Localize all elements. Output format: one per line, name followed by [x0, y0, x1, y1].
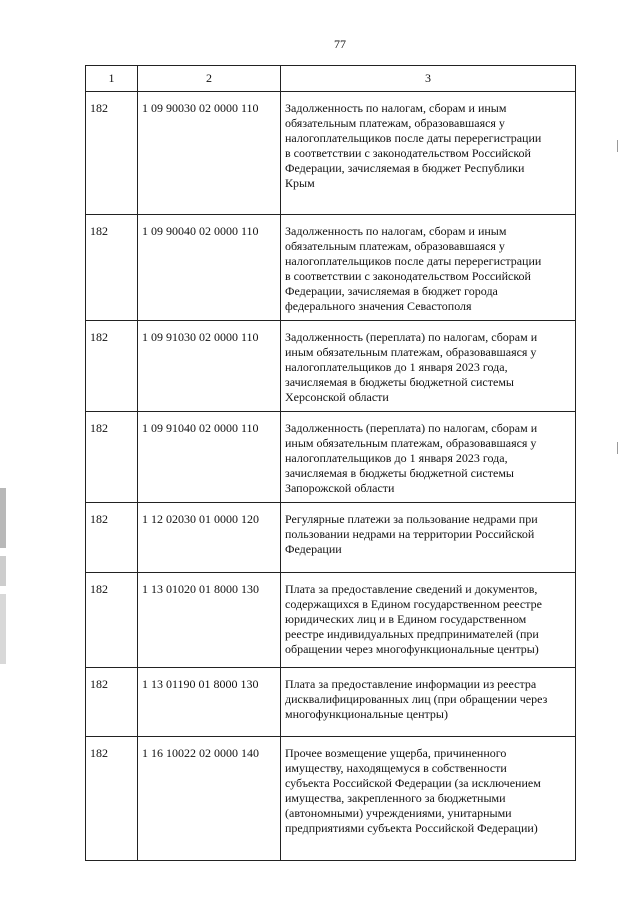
table-body: [86, 92, 576, 861]
income-description-cell: [281, 668, 576, 737]
description-line: Задолженность (переплата) по налогам, сборам и: [285, 421, 538, 435]
description-line: налогоплательщиков после даты перерегистрации: [285, 254, 542, 268]
description-line: реестре индивидуальных предпринимателей (при: [285, 627, 539, 641]
description-line: в соответствии с законодательством Российской: [285, 146, 531, 160]
description-line: дисквалифицированных лиц (при обращении через: [285, 692, 548, 706]
budget-code-cell: 1 09 90030 02 0000 110: [138, 92, 281, 215]
column-header-3: 3: [281, 66, 576, 92]
description-line: пользовании недрами на территории Российской: [285, 527, 535, 541]
description-line: содержащихся в Едином государственном реестре: [285, 597, 542, 611]
description-line: имущества, закрепленного за бюджетными: [285, 791, 506, 805]
description-line: в соответствии с законодательством Российской: [285, 269, 531, 283]
description-line: субъекта Российской Федерации (за исключением: [285, 776, 541, 790]
table-row: [86, 573, 576, 668]
description-line: налогоплательщиков до 1 января 2023 года,: [285, 360, 508, 374]
description-line: налогоплательщиков после даты перерегистрации: [285, 131, 542, 145]
description-line: Прочее возмещение ущерба, причиненного: [285, 746, 507, 760]
description-line: юридических лиц и в Едином государственном: [285, 612, 527, 626]
description-line: Задолженность (переплата) по налогам, сборам и: [285, 330, 538, 344]
budget-code-cell: 1 09 91030 02 0000 110: [138, 321, 281, 412]
table-row: [86, 412, 576, 503]
description-line: Задолженность по налогам, сборам и иным: [285, 101, 507, 115]
description-line: имуществу, находящемуся в собственности: [285, 761, 507, 775]
budget-code-cell: 1 13 01020 01 8000 130: [138, 573, 281, 668]
description-line: федерального значения Севастополя: [285, 299, 472, 313]
description-line: Крым: [285, 176, 315, 190]
admin-code-cell: 182: [86, 573, 138, 668]
description-line: Запорожской области: [285, 481, 395, 495]
description-line: обязательным платежам, образовавшаяся у: [285, 239, 505, 253]
admin-code-cell: 182: [86, 92, 138, 215]
description-line: зачисляемая в бюджеты бюджетной системы: [285, 375, 514, 389]
scan-edge-mark: [0, 488, 6, 548]
description-line: Регулярные платежи за пользование недрами при: [285, 512, 538, 526]
budget-code-cell: 1 16 10022 02 0000 140: [138, 737, 281, 861]
admin-code-cell: 182: [86, 503, 138, 573]
table-row: [86, 503, 576, 573]
description-line: Херсонской области: [285, 390, 389, 404]
budget-code-cell: 1 12 02030 01 0000 120: [138, 503, 281, 573]
scan-tick-mark: [617, 442, 618, 454]
description-line: обращении через многофункциональные центры): [285, 642, 539, 656]
column-header-2: 2: [138, 66, 281, 92]
table-row: [86, 92, 576, 215]
description-line: иным обязательным платежам, образовавшаяся у: [285, 436, 537, 450]
table-header-row: [86, 66, 576, 92]
income-description-cell: [281, 737, 576, 861]
income-description-cell: [281, 92, 576, 215]
description-line: Федерации, зачисляемая в бюджет города: [285, 284, 498, 298]
table-row: [86, 737, 576, 861]
budget-code-cell: 1 09 90040 02 0000 110: [138, 215, 281, 321]
description-line: Федерации, зачисляемая в бюджет Республики: [285, 161, 525, 175]
budget-code-cell: 1 09 91040 02 0000 110: [138, 412, 281, 503]
admin-code-cell: 182: [86, 321, 138, 412]
description-line: Федерации: [285, 542, 342, 556]
income-description-cell: [281, 412, 576, 503]
description-line: Задолженность по налогам, сборам и иным: [285, 224, 507, 238]
description-line: обязательным платежам, образовавшаяся у: [285, 116, 505, 130]
description-line: предприятиями субъекта Российской Федерации): [285, 821, 538, 835]
description-line: Плата за предоставление сведений и документов,: [285, 582, 538, 596]
admin-code-cell: 182: [86, 412, 138, 503]
description-line: Плата за предоставление информации из реестра: [285, 677, 537, 691]
table-row: [86, 321, 576, 412]
income-description-cell: [281, 573, 576, 668]
budget-code-cell: 1 13 01190 01 8000 130: [138, 668, 281, 737]
income-description-cell: [281, 215, 576, 321]
admin-code-cell: 182: [86, 737, 138, 861]
table-row: [86, 668, 576, 737]
description-line: (автономными) учреждениями, унитарными: [285, 806, 512, 820]
description-line: иным обязательным платежам, образовавшаяся у: [285, 345, 537, 359]
scan-edge-mark: [0, 556, 6, 586]
table-row: [86, 215, 576, 321]
admin-code-cell: 182: [86, 668, 138, 737]
description-line: многофункциональные центры): [285, 707, 448, 721]
description-line: зачисляемая в бюджеты бюджетной системы: [285, 466, 514, 480]
page-number: 77: [334, 37, 346, 51]
admin-code-cell: 182: [86, 215, 138, 321]
scan-tick-mark: [617, 140, 618, 152]
column-header-1: 1: [86, 66, 138, 92]
income-description-cell: [281, 321, 576, 412]
budget-classification-table: [85, 65, 576, 861]
income-description-cell: [281, 503, 576, 573]
description-line: налогоплательщиков до 1 января 2023 года,: [285, 451, 508, 465]
scan-edge-mark: [0, 594, 6, 664]
